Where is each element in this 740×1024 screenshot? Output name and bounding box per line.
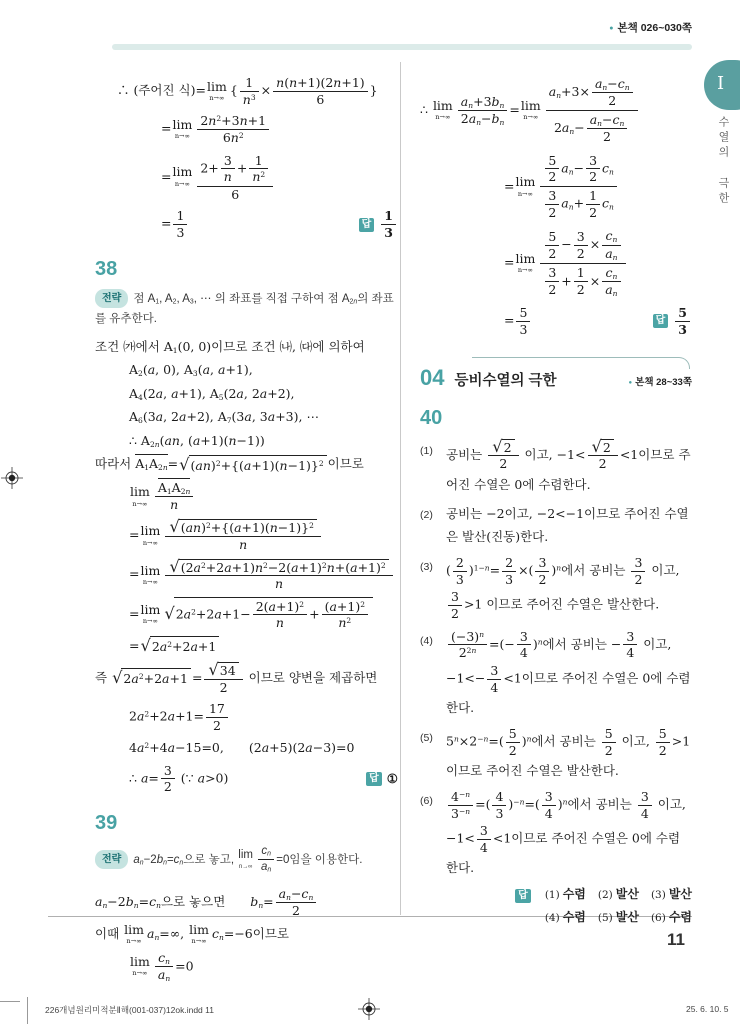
left-column [95,70,398,988]
math-line: $A_6(3a$, 2a+2), $A_7(3a$, 3a+3), ⋯ [129,409,319,426]
print-footer-date: 25. 6. 10. 5 [686,1004,729,1014]
registration-mark-icon [358,998,380,1020]
item-label: (2) [420,508,433,521]
answer: 답 $\frac{1}{3}$ [351,207,398,241]
math-line: = $\frac{1}{3}$ 답 $\frac{1}{3}$ [95,207,398,241]
math-line: = lim n→∞ $\frac{5}{2}$ $a_n-$ $\frac{3}{2}$ $c_n$ $\frac{3}{2}$ $a_n+$ $\frac{1}{2}$ $c_n$ [420,151,692,223]
math-line: = lim n→∞ √ $2a^2+2a+1-$ $\frac{2(a+1)^2}{n}$ + $\frac{(a+1)^2}{n^2}$ [95,597,398,632]
math-line: $2a^2+2a+1=$ $\frac{17}{2}$ [95,700,398,734]
math-line: ∴ $A_{2n}(an$, (a+1)(n−1)) [129,432,265,449]
math-line: = lim n→∞ √ $(an)^2+\{(a+1)(n-1)\}^2$ n [95,518,398,553]
answer-badge: 답 [366,772,382,786]
answer-row: (4) 수렴 (5) 발산 (6) 수렴 [544,910,692,925]
problem-39-solution [95,885,398,984]
item-label: (5) [420,731,433,744]
math-line: ∴ (주어진 식)= lim n→∞ { $\frac{1}{n^3}$ × $\frac{n(n+1)(2n+1)}{6}$ } [117,75,378,107]
math-line: = lim n→∞ 2+ $\frac{3}{n}$ + $\frac{1}{n^2}$ 6 [95,151,398,204]
crop-mark [0,1001,20,1002]
solution-item: (4) $\frac{(-3)^n}{2^{2n}}$ =(− $\frac{3}{4}$ )$^n$에서 공비는 − $\frac{3}{4}$ 이고, −1<− $\frac{3}{4}$ <1이므로 주어진 수열은 0에 수렴한다. [420,628,692,720]
math-line: = √ $2a^2+2a+1$ [95,636,398,657]
solution-item: (6) $\frac{4^{-n}}{3^{-n}}$ =( $\frac{4}{3}$ )$^{-n}$=( $\frac{3}{4}$ )$^n$에서 공비는 $\frac{3}{4}$ 이고, −1< $\frac{3}{4}$ <1이므로 주어진 수열은 0에 수렴한다. [420,788,692,880]
math-line: = lim n→∞ $\frac{2n^2+3n+1}{6n^2}$ [95,112,398,146]
answer-badge: 답 [359,218,375,232]
crop-mark [27,997,28,1024]
answer: 답 ① [358,769,398,788]
math-line: = $\frac{5}{3}$ 답 $\frac{5}{3}$ [420,304,692,338]
problem-40-answers [420,885,692,925]
problem-38-solution [95,337,398,796]
item-label: (3) [420,561,433,574]
problem-39-solution-continued [420,74,692,339]
problem-38-strategy [95,289,398,329]
header-book-ref [609,20,692,35]
math-line: ∴ a= $\frac{3}{2}$ (∵ a>0) 답 ① [129,762,398,795]
chapter-tab [704,60,740,110]
math-line: = lim n→∞ √ $(2a^2+2a+1)n^2-2(a+1)^2n+(a+1)^2$ n [95,557,398,592]
section-04-header [420,357,692,391]
answer-row: 답 (1) 수렴 (2) 발산 (3) 발산 [420,885,692,903]
book-ref-bullet-icon: ● [628,379,633,386]
header-accent-bar [112,44,692,50]
answer-badge: 답 [653,314,669,328]
math-line: 이때 lim n→∞ $a_n=\infty$, lim n→∞ $c_n=-6$이므로 [95,921,289,946]
chapter-tab-label: 수열의 극한 [717,116,729,207]
problem-39-strategy-text: $a_n-2b_n=c_n$으로 놓고, lim n→∞ $\frac{c_n}{a_n}$ =0임을 이용한다. [133,845,363,875]
math-line: $A_4(2a$, a+1), $A_5(2a$, 2a+2), [129,385,295,402]
math-line: 즉 √ $2a^2+2a+1$ = √ 34 2 이므로 양변을 제곱하면 [95,659,378,695]
solution-37-continuation [95,74,398,242]
problem-39-number: 39 [95,812,118,835]
chapter-tab-roman: I [717,73,725,94]
section-04-book-ref [629,374,692,388]
problem-39-strategy [95,843,398,877]
math-line: $4a^2+4a-15=0$, (2a+5)(2a−3)=0 [129,740,355,756]
answer-badge: 답 [515,889,531,903]
answer: 답 $\frac{5}{3}$ [645,304,692,338]
math-line: 따라서 $A_1A_{2n}=$ √ $(an)^2+\{(a+1)(n-1)\}^2$ 이므로 [95,454,364,474]
section-header-curve [472,357,690,369]
math-line: $A_2(a$, 0), $A_3(a$, a+1), [129,362,253,379]
section-04-title: 등비수열의 극한 [454,372,557,389]
section-04-number: 04 [420,364,445,390]
math-line: ∴ lim n→∞ $\frac{a_n+3b_n}{2a_n-b_n}$ = lim n→∞ $a_n+3\times$ $\frac{a_n-c_n}{2}$ $2a_n-$ $\frac{a_n-c_n}{2}$ [420,74,692,147]
math-line: $a_n-2b_n=c_n$으로 놓으면 $b_n=$ $\frac{a_n-c_n}{2}$ [95,885,398,920]
section-04-book-ref-text: 본책 28~33쪽 [635,376,692,388]
math-line: = lim n→∞ $\frac{5}{2}$ − $\frac{3}{2}$ × $\frac{c_n}{a_n}$ $\frac{3}{2}$ + $\frac{1}{2}$ × $\frac{c_n}{a_n}$ [420,226,692,300]
print-footer-filename: 226개념원리미적분Ⅱ해(001-037)12ok.indd 11 [45,1005,214,1015]
solution-item: (5) $5^n\times 2^{-n}=$( $\frac{5}{2}$ )$^n$에서 공비는 $\frac{5}{2}$ 이고, $\frac{5}{2}$ >1이므로 주어진 수열은 발산한다. [420,725,692,783]
solution-item: (3) ( $\frac{2}{3}$ )$^{1-n}$= $\frac{2}{3}$ ×( $\frac{3}{2}$ )$^n$에서 공비는 $\frac{3}{2}$ 이고, $\frac{3}{2}$ >1 이므로 주어진 수열은 발산한다. [420,555,680,622]
column-divider [400,62,401,915]
math-line: 조건 ㈎에서 $A_1(0$, 0)이므로 조건 ㈏, ㈐에 의하여 [95,338,365,355]
problem-40-number: 40 [420,406,443,429]
math-line: lim n→∞ $\frac{c_n}{a_n}$ =0 [130,949,194,983]
solution-item: (1) 공비는 √ 2 2 이고, −1< √ 2 2 <1이므로 주어진 수열은 0에 수렴한다. [420,438,692,497]
header-book-ref-text: 본책 026~030쪽 [617,22,692,34]
book-ref-bullet-icon: ● [609,24,614,32]
solution-item: (2) 공비는 −2이고, −2<−1이므로 주어진 수열은 발산(진동)한다. [420,502,692,550]
math-line: lim n→∞ $\frac{A_1A_{2n}}{n}$ [95,479,398,514]
problem-38-number: 38 [95,257,118,280]
problem-40-items [420,438,692,881]
item-label: (4) [420,634,433,647]
right-column [420,70,692,930]
item-label: (6) [420,794,433,807]
page-number: 11 [667,930,685,949]
problem-38-strategy-text: 점 $A_1$, $A_2$, $A_3$, ⋯ 의 좌표를 직접 구하여 점 $A_{2n}$의 좌표를 유추한다. [95,292,394,325]
strategy-badge: 전략 [95,850,128,870]
item-label: (1) [420,444,433,457]
registration-mark-icon [1,467,23,489]
strategy-badge: 전략 [95,289,128,309]
